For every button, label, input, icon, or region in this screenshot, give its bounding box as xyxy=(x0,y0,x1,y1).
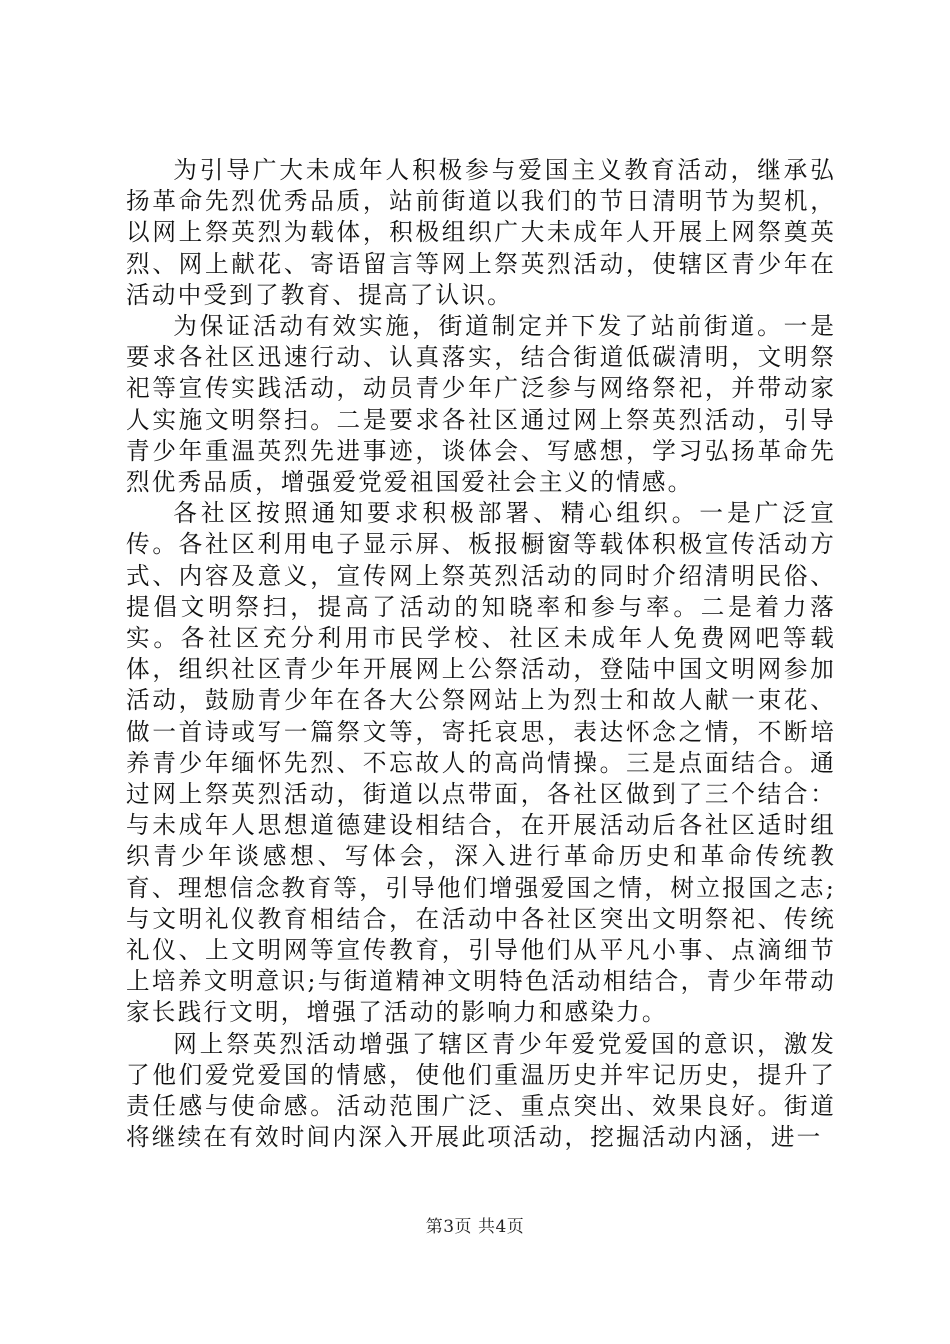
paragraph: 各社区按照通知要求积极部署、精心组织。一是广泛宣传。各社区利用电子显示屏、板报橱窗等载体积极宣传活动方式、内容及意义，宣传网上祭英烈活动的同时介绍清明民俗、提倡文明祭扫，提高了活动的知晓率和参与率。二是着力落实。各社区充分利用市民学校、社区未成年人免费网吧等载体，组织社区青少年开展网上公祭活动，登陆中国文明网参加活动，鼓励青少年在各大公祭网站上为烈士和故人献一束花、做一首诗或写一篇祭文等，寄托哀思，表达怀念之情，不断培养青少年缅怀先烈、不忘故人的高尚情操。三是点面结合。通过网上祭英烈活动，街道以点带面，各社区做到了三个结合：与未成年人思想道德建设相结合，在开展活动后各社区适时组织青少年谈感想、写体会，深入进行革命历史和革命传统教育、理想信念教育等，引导他们增强爱国之情，树立报国之志;与文明礼仪教育相结合，在活动中各社区突出文明祭祀、传统礼仪、上文明网等宣传教育，引导他们从平凡小事、点滴细节上培养文明意识;与街道精神文明特色活动相结合，青少年带动家长践行文明，增强了活动的影响力和感染力。 xyxy=(126,499,836,1027)
paragraph: 为引导广大未成年人积极参与爱国主义教育活动，继承弘扬革命先烈优秀品质，站前街道以我们的节日清明节为契机，以网上祭英烈为载体，积极组织广大未成年人开展上网祭奠英烈、网上献花、寄语留言等网上祭英烈活动，使辖区青少年在活动中受到了教育、提高了认识。 xyxy=(126,156,836,309)
paragraph: 网上祭英烈活动增强了辖区青少年爱党爱国的意识，激发了他们爱党爱国的情感，使他们重温历史并牢记历史，提升了责任感与使命感。活动范围广泛、重点突出、效果良好。街道将继续在有效时间内深入开展此项活动，挖掘活动内涵，进一 xyxy=(126,1029,836,1152)
document-body xyxy=(126,155,836,1154)
page-number-footer: 第3页 共4页 xyxy=(425,1217,525,1237)
paragraph: 为保证活动有效实施，街道制定并下发了站前街道。一是要求各社区迅速行动、认真落实，结合街道低碳清明，文明祭祀等宣传实践活动，动员青少年广泛参与网络祭祀，并带动家人实施文明祭扫。二是要求各社区通过网上祭英烈活动，引导青少年重温英烈先进事迹，谈体会、写感想，学习弘扬革命先烈优秀品质，增强爱党爱祖国爱社会主义的情感。 xyxy=(126,312,836,497)
